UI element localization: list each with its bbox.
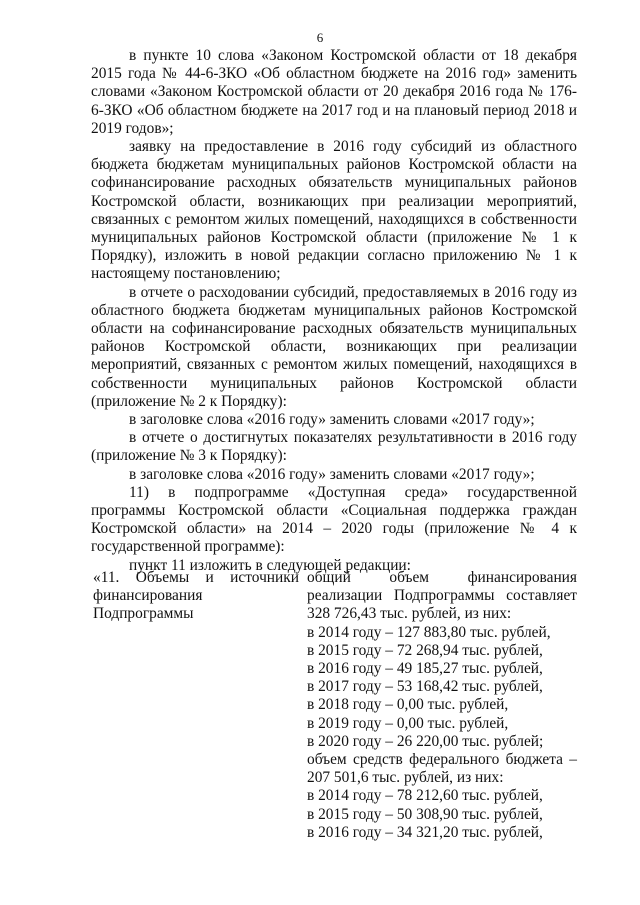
paragraph-item-11-intro: пункт 11 изложить в следующей редакции: [129,556,411,574]
total-funding-2015: в 2015 году – 72 268,94 тыс. рублей, [307,641,543,659]
total-funding-2017: в 2017 году – 53 168,42 тыс. рублей, [307,678,543,696]
paragraph-performance-heading-change: в заголовке слова «2016 году» заменить словами «2017 году»; [129,465,535,483]
paragraph-report-heading-change: в заголовке слова «2016 году» заменить словами «2017 году»; [129,411,535,429]
total-funding-2019: в 2019 году – 0,00 тыс. рублей, [307,714,509,732]
total-funding-2020: в 2020 году – 26 220,00 тыс. рублей; [307,732,544,750]
funding-table-value-cell [307,569,577,842]
document-body [91,47,577,575]
paragraph-performance-report: в отчете о достигнутых показателях результативности в 2016 году (приложение № 3 к Порядку): [91,429,577,465]
federal-funding-2015: в 2015 году – 50 308,90 тыс. рублей, [307,805,543,823]
total-funding-summary: общий объем финансирования реализации Подпрограммы составляет 328 726,43 тыс. рублей, из них: [307,569,577,623]
funding-table-label-cell: «11. Объемы и источники финансирования Подпрограммы [93,569,299,623]
total-funding-2014: в 2014 году – 127 883,80 тыс. рублей, [307,623,551,641]
total-funding-2018: в 2018 году – 0,00 тыс. рублей, [307,696,509,714]
paragraph-item-10-amendment: в пункте 10 слова «Законом Костромской области от 18 декабря 2015 года № 44-6-ЗКО «Об областном бюджете на 2016 год» заменить словами «Законом Костромской области от 20 декабря 2016 года № 176-6-ЗКО «Об областном бюджете на 2017 год и на плановый период 2018 и 2019 годов»; [91,47,577,137]
paragraph-accessible-environment: 11) в подпрограмме «Доступная среда» государственной программы Костромской области «Социальная поддержка граждан Костромской области» на 2014 – 2020 годы (приложение № 4 к государственной программе): [91,483,577,556]
paragraph-subsidy-report: в отчете о расходовании субсидий, предоставляемых в 2016 году из областного бюджета бюджетам муниципальных районов Костромской области на софинансирование расходных обязательств муниципальных районов Костромской области, возникающих при реализации мероприятий, связанных с ремонтом жилых помещений, находящихся в собственности муниципальных районов Костромской области (приложение № 2 к Порядку): [91,283,577,410]
federal-funding-summary: объем средств федерального бюджета – 207 501,6 тыс. рублей, из них: [307,751,577,787]
paragraph-subsidy-application: заявку на предоставление в 2016 году субсидий из областного бюджета бюджетам муниципальных районов Костромской области на софинансирование расходных обязательств муниципальных районов Костромской области, возникающих при реализации мероприятий, связанных с ремонтом жилых помещений, находящихся в собственности муниципальных районов Костромской области (приложение № 1 к Порядку), изложить в новой редакции согласно приложению № 1 к настоящему постановлению; [91,138,577,283]
page-number: 6 [316,30,324,45]
funding-table [93,569,577,842]
federal-funding-2016: в 2016 году – 34 321,20 тыс. рублей, [307,823,543,841]
total-funding-2016: в 2016 году – 49 185,27 тыс. рублей, [307,660,543,678]
federal-funding-2014: в 2014 году – 78 212,60 тыс. рублей, [307,787,543,805]
